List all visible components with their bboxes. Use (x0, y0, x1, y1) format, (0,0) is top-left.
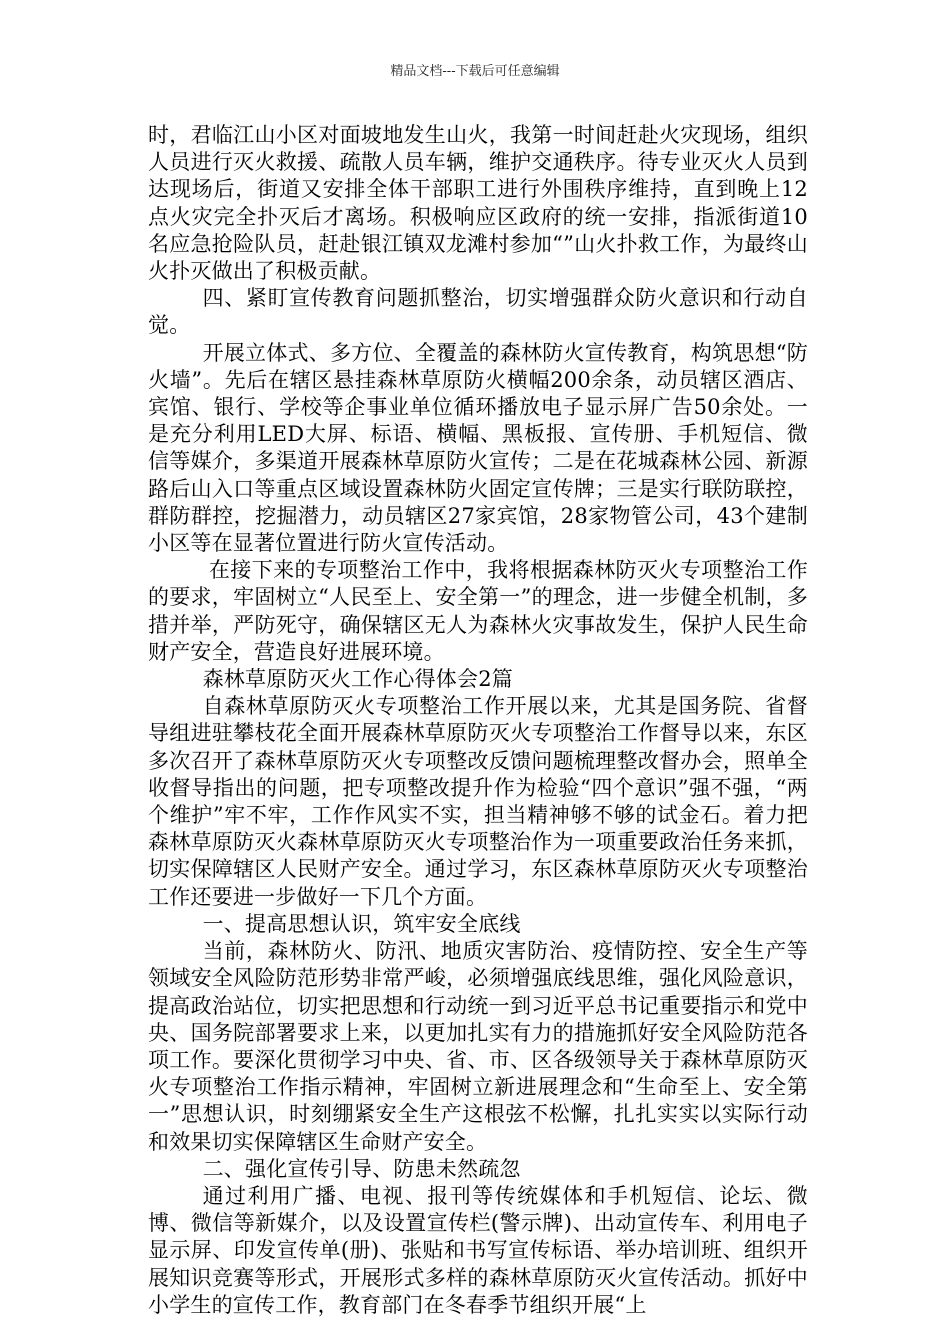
paragraph-10: 通过利用广播、电视、报刊等传统媒体和手机短信、论坛、微博、微信等新媒介，以及设置宣传栏(警示牌)、出动宣传车、利用电子显示屏、印发宣传单(册)、张贴和书写宣传标语、举办培训班、组织开展知识竞赛等形式，开展形式多样的森林草原防灭火宣传活动。抓好中小学生的宣传工作，教育部门在冬春季节组织开展“上 (148, 1183, 808, 1317)
paragraph-8: 当前，森林防火、防汛、地质灾害防治、疫情防控、安全生产等领域安全风险防范形势非常严峻，必须增强底线思维，强化风险意识，提高政治站位，切实把思想和行动统一到习近平总书记重要指示和党中央、国务院部署要求上来，以更加扎实有力的措施抓好安全风险防范各项工作。要深化贯彻学习中央、省、市、区各级领导关于森林草原防灭火专项整治工作指示精神，牢固树立新进展理念和“生命至上、安全第一”思想认识，时刻绷紧安全生产这根弦不松懈，扎扎实实以实际行动和效果切实保障辖区生命财产安全。 (148, 939, 808, 1154)
document-body (148, 122, 808, 1319)
paragraph-6: 自森林草原防灭火专项整治工作开展以来，尤其是国务院、省督导组进驻攀枝花全面开展森林草原防灭火专项整治工作督导以来，东区多次召开了森林草原防灭火专项整改反馈问题梳理整改督办会，照单全收督导指出的问题，把专项整改提升作为检验“四个意识”强不强，“两个维护”牢不牢，工作作风实不实，担当精神够不够的试金石。着力把森林草原防灭火森林草原防灭火专项整治作为一项重要政治任务来抓，切实保障辖区人民财产安全。通过学习，东区森林草原防灭火专项整治工作还要进一步做好一下几个方面。 (148, 694, 808, 909)
heading-2: 二、强化宣传引导、防患未然疏忽 (202, 1156, 521, 1181)
paragraph-3: 开展立体式、多方位、全覆盖的森林防火宣传教育，构筑思想“防火墙”。先后在辖区悬挂森林草原防火横幅200余条，动员辖区酒店、宾馆、银行、学校等企事业单位循环播放电子显示屏广告50余处。一是充分利用LED大屏、标语、横幅、黑板报、宣传册、手机短信、微信等媒介，多渠道开展森林草原防火宣传；二是在花城森林公园、新源路后山入口等重点区域设置森林防火固定宣传牌；三是实行联防联控，群防群控，挖掘潜力，动员辖区27家宾馆，28家物管公司，43个建制小区等在显著位置进行防火宣传活动。 (148, 340, 808, 556)
paragraph-4: 在接下来的专项整治工作中，我将根据森林防灭火专项整治工作的要求，牢固树立“人民至上、安全第一”的理念，进一步健全机制，多措并举，严防死守，确保辖区无人为森林火灾事故发生，保护人民生命财产安全，营造良好进展环境。 (148, 558, 808, 664)
page-header: 精品文档---下载后可任意编辑 (390, 64, 560, 79)
paragraph-1: 时，君临江山小区对面坡地发生山火，我第一时间赶赴火灾现场，组织人员进行灭火救援、疏散人员车辆，维护交通秩序。待专业灭火人员到达现场后，街道又安排全体干部职工进行外围秩序维持，直到晚上12点火灾完全扑灭后才离场。积极响应区政府的统一安排，指派街道10名应急抢险队员，赶赴银江镇双龙滩村参加“”山火扑救工作，为最终山火扑灭做出了积极贡献。 (148, 123, 808, 284)
heading-1: 一、提高思想认识，筑牢安全底线 (202, 911, 521, 936)
paragraph-2: 四、紧盯宣传教育问题抓整治，切实增强群众防火意识和行动自觉。 (148, 286, 808, 338)
section-title: 森林草原防灭火工作心得体会2篇 (202, 667, 513, 692)
